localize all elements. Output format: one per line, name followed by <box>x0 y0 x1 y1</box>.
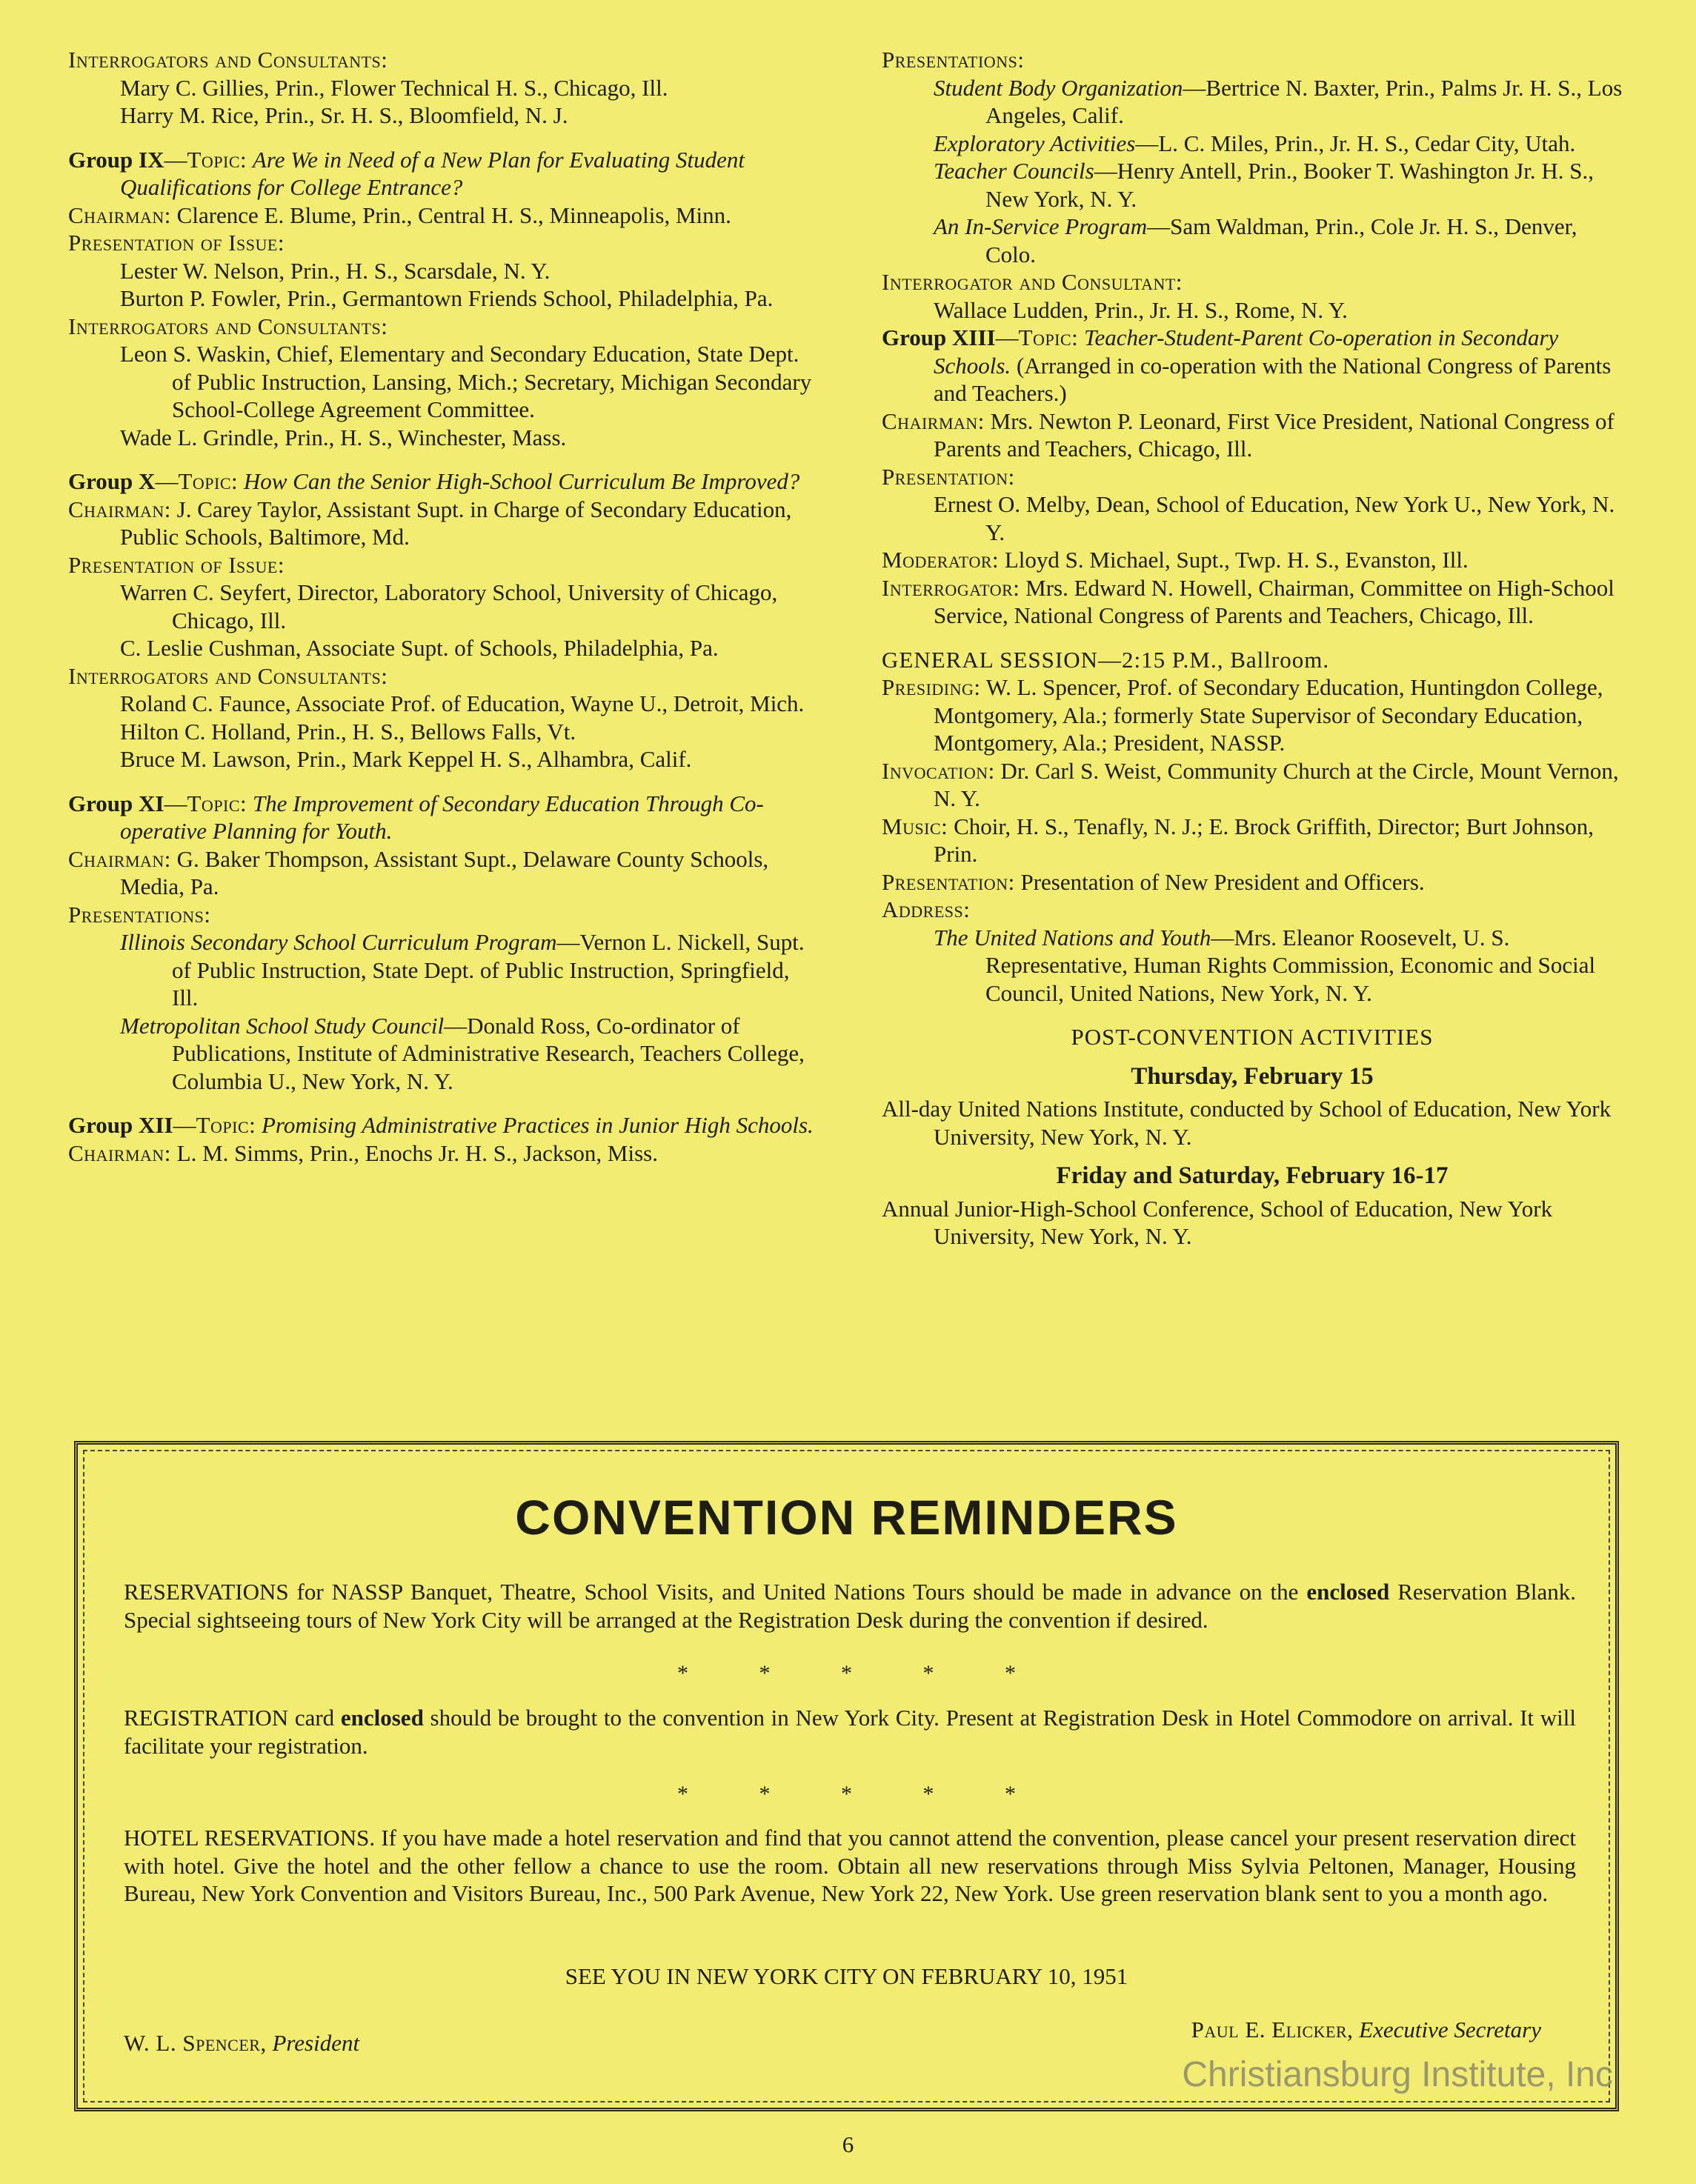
group-name: Group XII <box>68 1112 173 1138</box>
interrogator-line: Interrogator: Mrs. Edward N. Howell, Chairman, Committee on High-School Service, National Congress of Parents and Teachers, Chicago, Ill. <box>882 574 1614 628</box>
friday-text: Annual Junior-High-School Conference, School of Education, New York University, New York, N. Y. <box>882 1195 1553 1249</box>
signature-president: W. L. Spencer, President <box>124 2030 360 2056</box>
ic-person: Harry M. Rice, Prin., Sr. H. S., Bloomfield, N. J. <box>120 102 568 128</box>
see-you-line: SEE YOU IN NEW YORK CITY ON FEBRUARY 10, 1951 <box>565 1963 1128 1989</box>
ic-person: Mary C. Gillies, Prin., Flower Technical H. S., Chicago, Ill. <box>120 74 668 101</box>
group-name: Group X <box>68 468 156 494</box>
presenter: Lester W. Nelson, Prin., H. S., Scarsdale, N. Y. <box>120 257 551 284</box>
group-xiii-heading: Group XIII—Topic: Teacher-Student-Parent Co-operation in Secondary Schools. (Arranged in co-operation with the National Congress of Parents and Teachers.) <box>882 324 1612 406</box>
reminders-title: CONVENTION REMINDERS <box>515 1490 1178 1545</box>
thursday-heading: Thursday, February 15 <box>1131 1062 1374 1090</box>
star-divider: * * * * * <box>677 1661 1016 1685</box>
ic-person: Wade L. Grindle, Prin., H. S., Winchester, Mass. <box>120 424 567 450</box>
group-topic: Are We in Need of a New Plan for Evaluating Student Qualifications for College Entrance? <box>120 146 745 200</box>
ic-label: Interrogators and Consultants: <box>68 47 388 73</box>
group-name: Group XI <box>68 790 164 816</box>
presenter: C. Leslie Cushman, Associate Supt. of Schools, Philadelphia, Pa. <box>120 635 719 661</box>
group-name: Group XIII <box>882 324 996 350</box>
presentation-item: Teacher Councils—Henry Antell, Prin., Booker T. Washington Jr. H. S., New York, N. Y. <box>934 158 1594 212</box>
general-session-heading: GENERAL SESSION—2:15 P.M., Ballroom. <box>882 646 1330 673</box>
address-label: Address: <box>882 896 971 922</box>
ic-person: Bruce M. Lawson, Prin., Mark Keppel H. S., Alhambra, Calif. <box>120 746 692 772</box>
address-item: The United Nations and Youth—Mrs. Eleanor Roosevelt, U. S. Representative, Human Rights Commission, Economic and Social Council, United Nations, New York, N. Y. <box>934 924 1596 1006</box>
ic-person: Wallace Ludden, Prin., Jr. H. S., Rome, N. Y. <box>934 296 1348 323</box>
chairman-line: Chairman: Mrs. Newton P. Leonard, First Vice President, National Congress of Parents and Teachers, Chicago, Ill. <box>882 407 1614 462</box>
thursday-text: All-day United Nations Institute, conducted by School of Education, New York University, New York, N. Y. <box>882 1096 1612 1150</box>
ic-label: Interrogators and Consultants: <box>68 662 388 689</box>
presentation-item: Illinois Secondary School Curriculum Program—Vernon L. Nickell, Supt. of Public Instruction, State Dept. of Public Instruction, Springfield, Ill. <box>120 929 805 1011</box>
post-convention-heading: POST-CONVENTION ACTIVITIES <box>1071 1024 1434 1050</box>
ic-person: Hilton C. Holland, Prin., H. S., Bellows Falls, Vt. <box>120 718 576 745</box>
group-ix-heading: Group IX—Topic: Are We in Need of a New Plan for Evaluating Student Qualifications for College Entrance? <box>68 146 745 200</box>
presenter: Warren C. Seyfert, Director, Laboratory School, University of Chicago, Chicago, Ill. <box>120 579 778 633</box>
presentation-item: Metropolitan School Study Council—Donald Ross, Co-ordinator of Publications, Institute of Administrative Research, Teachers College, Columbia U., New York, N. Y. <box>120 1012 805 1094</box>
friday-heading: Friday and Saturday, February 16-17 <box>1056 1162 1449 1189</box>
registration-paragraph: REGISTRATION card enclosed should be brought to the convention in New York City. Present at Registration Desk in Hotel Commodore on arrival. It will facilitate your registration. <box>124 1705 1577 1759</box>
chairman-line: Chairman: J. Carey Taylor, Assistant Supt. in Charge of Secondary Education, Public Schools, Baltimore, Md. <box>68 496 792 550</box>
presentation-label: Presentation of Issue: <box>68 551 285 578</box>
group-xi-heading: Group XI—Topic: The Improvement of Secondary Education Through Co-operative Planning for Youth. <box>68 790 764 844</box>
presentations-label: Presentations: <box>68 901 211 928</box>
right-column <box>882 46 1623 1251</box>
chairman-line: Chairman: G. Baker Thompson, Assistant Supt., Delaware County Schools, Media, Pa. <box>68 845 769 899</box>
chairman-line: Chairman: Clarence E. Blume, Prin., Central H. S., Minneapolis, Minn. <box>68 202 731 228</box>
presenter: Ernest O. Melby, Dean, School of Education, New York U., New York, N. Y. <box>934 491 1615 545</box>
ic-label: Interrogator and Consultant: <box>882 269 1183 295</box>
page-number: 6 <box>842 2131 854 2157</box>
ic-person: Leon S. Waskin, Chief, Elementary and Secondary Education, State Dept. of Public Instruction, Lansing, Mich.; Secretary, Michigan Secondary School-College Agreement Committee. <box>120 341 812 422</box>
hotel-paragraph: HOTEL RESERVATIONS. If you have made a hotel reservation and find that you cannot attend the convention, please cancel your present reservation direct with hotel. Give the hotel and the other fellow a chance to use the room. Obtain all new reservations through Miss Sylvia Peltonen, Manager, Housing Bureau, New York Convention and Visitors Bureau, Inc., 500 Park Avenue, New York 22, New York. Use green reservation blank sent to you a month ago. <box>124 1825 1576 1906</box>
presenter: Burton P. Fowler, Prin., Germantown Friends School, Philadelphia, Pa. <box>120 285 774 311</box>
group-topic: Promising Administrative Practices in Junior High Schools. <box>261 1112 814 1138</box>
music-line: Music: Choir, H. S., Tenafly, N. J.; E. Brock Griffith, Director; Burt Johnson, Prin. <box>882 813 1594 867</box>
presentation-label: Presentation of Issue: <box>68 230 285 256</box>
presentation-item: Student Body Organization—Bertrice N. Baxter, Prin., Palms Jr. H. S., Los Angeles, Calif. <box>934 74 1623 128</box>
moderator-line: Moderator: Lloyd S. Michael, Supt., Twp. H. S., Evanston, Ill. <box>882 547 1469 573</box>
ic-person: Roland C. Faunce, Associate Prof. of Education, Wayne U., Detroit, Mich. <box>120 690 805 716</box>
presentation-line: Presentation: Presentation of New President and Officers. <box>882 868 1425 895</box>
presentation-item: An In-Service Program—Sam Waldman, Prin., Cole Jr. H. S., Denver, Colo. <box>934 213 1577 267</box>
group-note: (Arranged in co-operation with the National Congress of Parents and Teachers.) <box>934 352 1612 406</box>
signature-secretary: Paul E. Elicker, Executive Secretary <box>1191 2017 1541 2042</box>
chairman-line: Chairman: L. M. Simms, Prin., Enochs Jr. H. S., Jackson, Miss. <box>68 1139 658 1166</box>
group-xii-heading: Group XII—Topic: Promising Administrative Practices in Junior High Schools. <box>68 1112 814 1138</box>
convention-reminders-box <box>74 1441 1619 2111</box>
presentations-label: Presentations: <box>882 47 1025 73</box>
ic-label: Interrogators and Consultants: <box>68 313 388 339</box>
group-topic: How Can the Senior High-School Curriculum Be Improved? <box>243 468 800 494</box>
group-topic: The Improvement of Secondary Education Through Co-operative Planning for Youth. <box>120 790 764 844</box>
invocation-line: Invocation: Dr. Carl S. Weist, Community Church at the Circle, Mount Vernon, N. Y. <box>882 757 1619 811</box>
left-column <box>68 46 817 1167</box>
presentation-item: Exploratory Activities—L. C. Miles, Prin., Jr. H. S., Cedar City, Utah. <box>934 130 1576 156</box>
reservations-paragraph: RESERVATIONS for NASSP Banquet, Theatre, School Visits, and United Nations Tours should be made in advance on the enclosed Reservation Blank. Special sightseeing tours of New York City will be arranged at the Registration Desk during the convention if desired. <box>124 1579 1577 1633</box>
presiding-line: Presiding: W. L. Spencer, Prof. of Secondary Education, Huntingdon College, Montgomery, Ala.; formerly State Supervisor of Secondary Education, Montgomery, Ala.; President, NASSP. <box>882 674 1603 756</box>
presentation-label: Presentation: <box>882 463 1015 490</box>
group-topic: Teacher-Student-Parent Co-operation in Secondary Schools. <box>934 324 1559 379</box>
group-x-heading: Group X—Topic: How Can the Senior High-School Curriculum Be Improved? <box>68 468 800 494</box>
star-divider: * * * * * <box>677 1782 1016 1806</box>
group-name: Group IX <box>68 146 164 173</box>
watermark: Christiansburg Institute, Inc <box>1182 2055 1613 2094</box>
